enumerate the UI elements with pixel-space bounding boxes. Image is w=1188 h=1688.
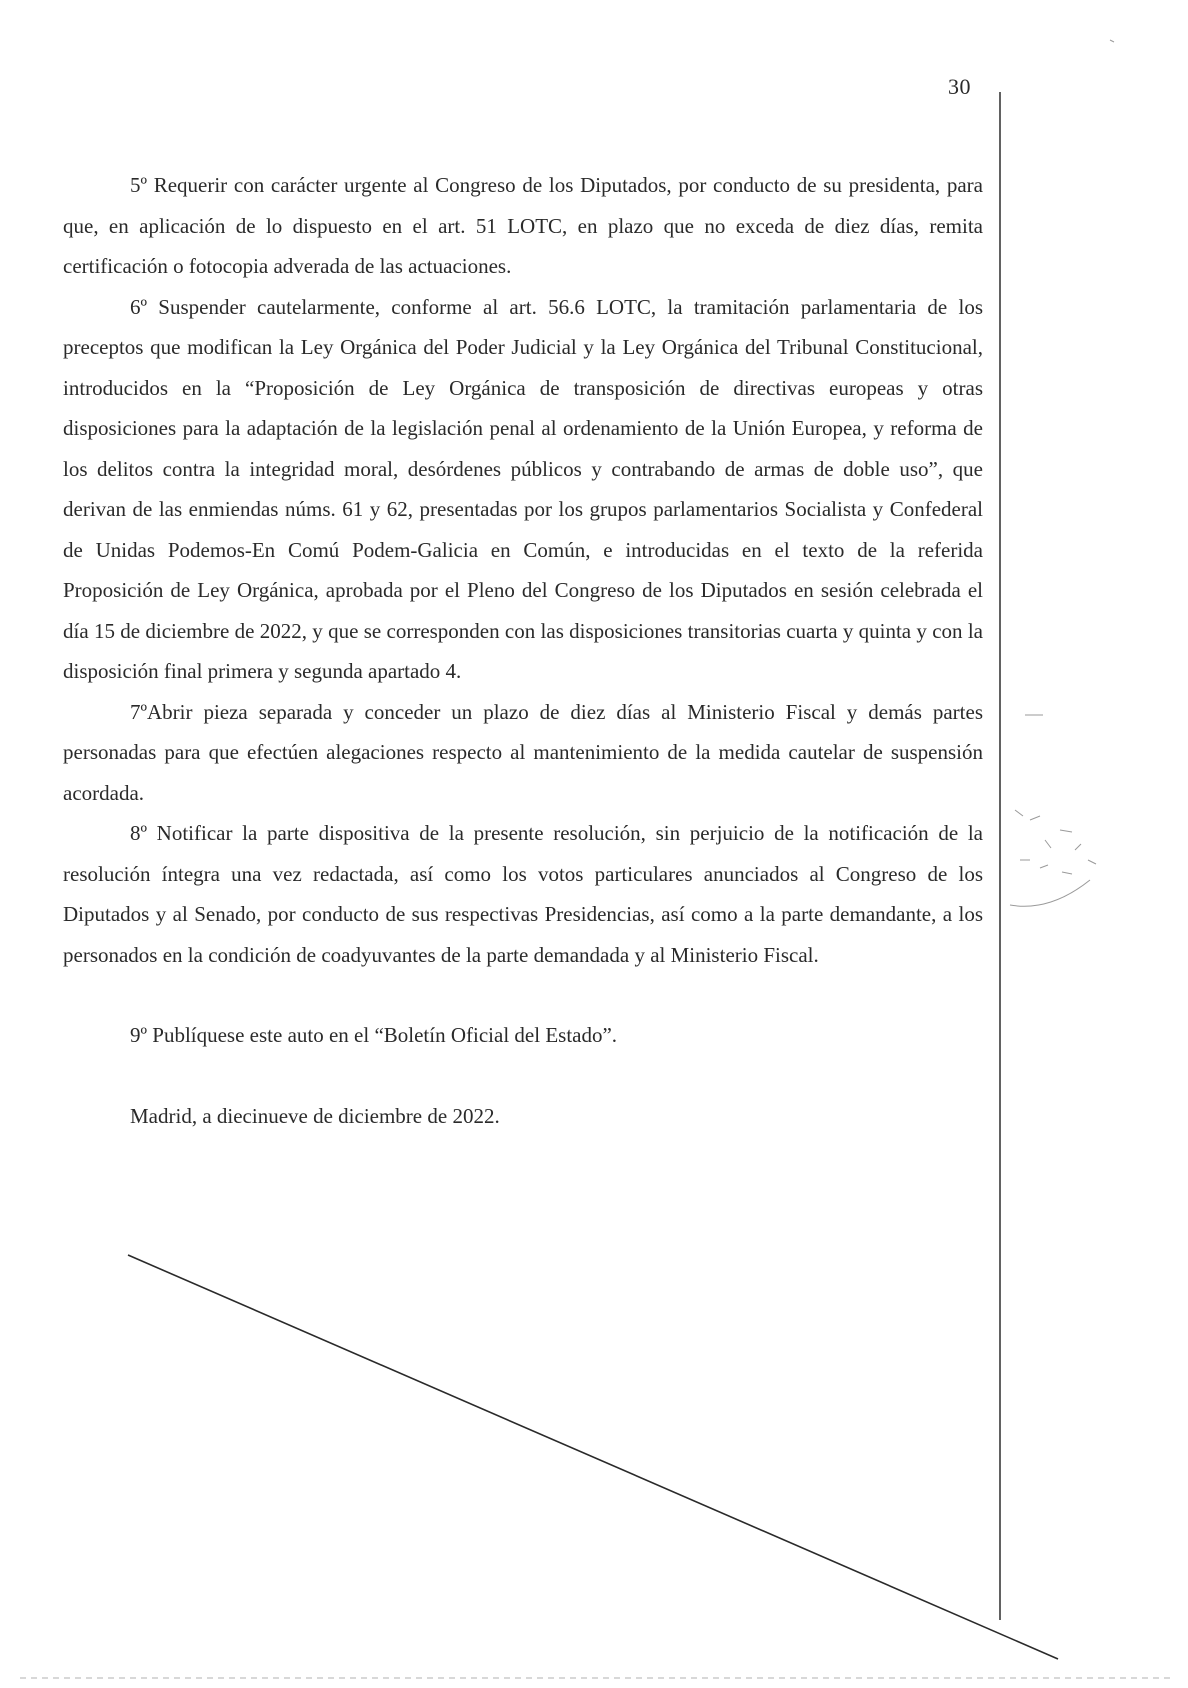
stamp-traces	[1010, 40, 1114, 906]
page-number: 30	[948, 74, 971, 99]
cancellation-line	[128, 1255, 1058, 1659]
paragraph-9: 9º Publíquese este auto en el “Boletín Oficial del Estado”.	[130, 1023, 618, 1047]
paragraph-8: 8º Notificar la parte dispositiva de la presente resolución, sin perjuicio de la notificación de la resolución íntegra una vez redactada, así como los votos particulares anunciados al Congreso de los Diputados y al Senado, por conducto de sus respectivas Presidencias, así como a la parte demandante, a los personados en la condición de coadyuvantes de la parte demandada y al Ministerio Fiscal.	[63, 821, 983, 967]
paragraph-5: 5º Requerir con carácter urgente al Congreso de los Diputados, por conducto de su presidenta, para que, en aplicación de lo dispuesto en el art. 51 LOTC, en plazo que no exceda de diez días, remita certificación o fotocopia adverada de las actuaciones.	[63, 173, 983, 278]
paragraph-7: 7ºAbrir pieza separada y conceder un plazo de diez días al Ministerio Fiscal y demás partes personadas para que efectúen alegaciones respecto al mantenimiento de la medida cautelar de suspensión acordada.	[63, 699, 983, 805]
paragraph-6: 6º Suspender cautelarmente, conforme al art. 56.6 LOTC, la tramitación parlamentaria de los preceptos que modifican la Ley Orgánica del Poder Judicial y la Ley Orgánica del Tribunal Constitucional, introducidos en la “Proposición de Ley Orgánica de transposición de directivas europeas y otras disposiciones para la adaptación de la legislación penal al ordenamiento de la Unión Europea, y reforma de los delitos contra la integridad moral, desórdenes públicos y contrabando de armas de doble uso”, que derivan de las enmiendas núms. 61 y 62, presentadas por los grupos parlamentarios Socialista y Confederal de Unidas Podemos-En Comú Podem-Galicia en Común, e introducidas en el texto de la referida Proposición de Ley Orgánica, aprobada por el Pleno del Congreso de los Diputados en sesión celebrada el día 15 de diciembre de 2022, y que se corresponden con las disposiciones transitorias cuarta y quinta y con la disposición final primera y segunda apartado 4.	[63, 294, 983, 683]
closing-place-date: Madrid, a diecinueve de diciembre de 2022.	[130, 1103, 500, 1128]
